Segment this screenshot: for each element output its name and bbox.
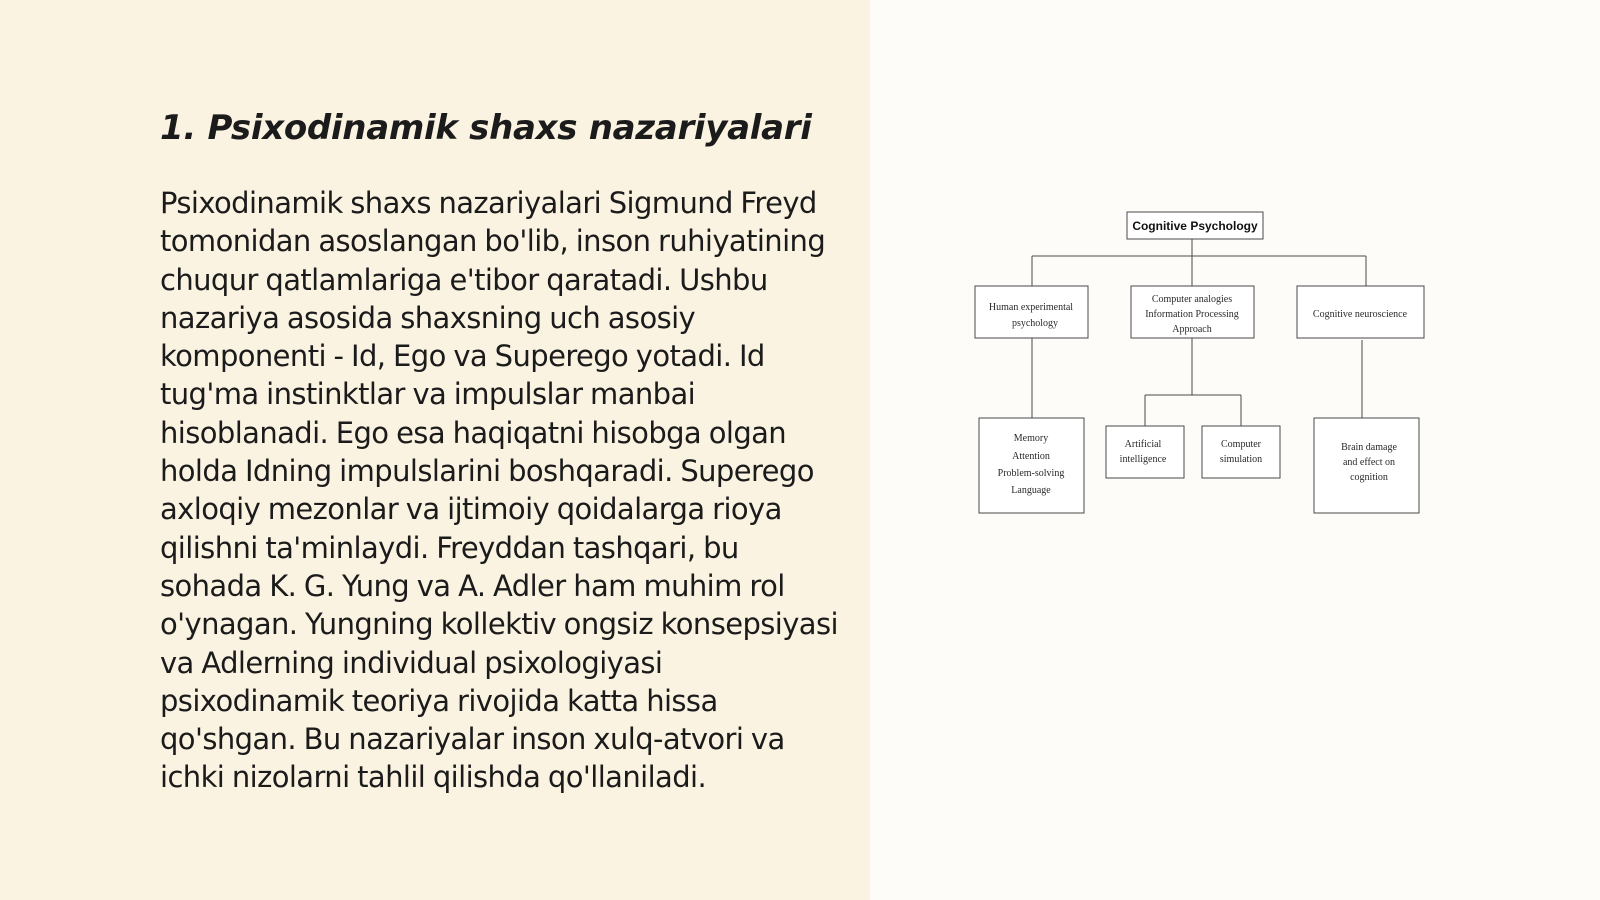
node-computer-analogies — [1131, 286, 1254, 338]
slide-body-text: Psixodinamik shaxs nazariyalari Sigmund Freyd tomonidan asoslangan bo'lib, inson ruhiyatining chuqur qatlamlariga e'tibor qaratadi. Ushbu nazariya asosida shaxsning uch asosiy komponenti - Id, Ego va Superego yotadi. Id tug'ma instinktlar va impulslar manbai hisoblanadi. Ego esa haqiqatni hisobga olgan holda Idning impulslarini boshqaradi. Superego axloqiy mezonlar va ijtimoiy qoidalarga rioya qilishni ta'minlaydi. Freyddan tashqari, bu sohada K. G. Yung va A. Adler ham muhim rol o'ynagan. Yungning kollektiv ongsiz konsepsiyasi va Adlerning individual psixologiyasi psixodinamik teoriya rivojida katta hissa qo'shgan. Bu nazariyalar inson xulq-atvori va ichki nizolarni tahlil qilishda qo'llaniladi. — [160, 186, 838, 795]
node-label: Information Processing — [1145, 309, 1239, 320]
node-label: Memory — [1013, 433, 1049, 444]
node-brain-damage — [1314, 418, 1419, 513]
node-label: Problem-solving — [997, 468, 1065, 479]
node-label: simulation — [1219, 454, 1263, 465]
node-memory-attention — [979, 418, 1084, 513]
node-label: Approach — [1172, 324, 1212, 335]
node-label: Brain damage — [1341, 442, 1397, 453]
node-label: Language — [1011, 485, 1051, 496]
node-cognitive-neuroscience — [1297, 286, 1424, 338]
node-label: Cognitive neuroscience — [1312, 309, 1408, 320]
node-artificial-intelligence — [1106, 426, 1184, 478]
slide-title: 1. Psixodinamik shaxs nazariyalari — [160, 108, 812, 148]
node-label: and effect on — [1342, 457, 1396, 468]
node-label: Cognitive Psychology — [1132, 219, 1258, 233]
node-human-experimental-psychology — [975, 286, 1088, 338]
node-label: Computer — [1221, 439, 1261, 450]
node-cognitive-psychology — [1127, 212, 1263, 239]
node-label: Computer analogies — [1151, 294, 1233, 305]
node-computer-simulation — [1202, 426, 1280, 478]
node-label: intelligence — [1119, 454, 1167, 465]
node-label: Artificial — [1124, 439, 1162, 450]
node-label: Human experimental — [988, 302, 1074, 313]
node-label: cognition — [1350, 472, 1388, 483]
node-label: Attention — [1012, 451, 1050, 462]
node-label: psychology — [1011, 318, 1059, 329]
